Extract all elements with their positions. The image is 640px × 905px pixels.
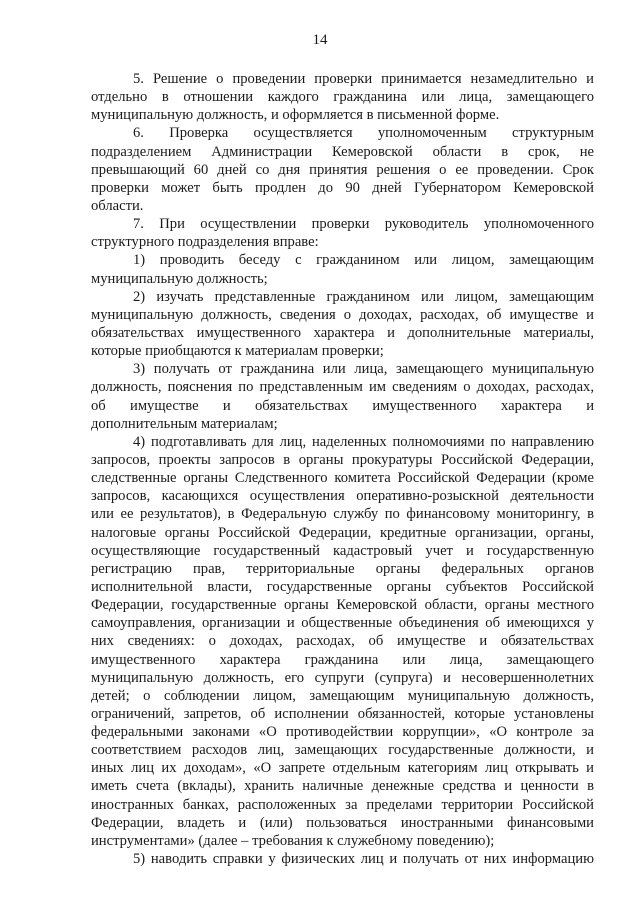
text-line: Федерации, владеть и (или) пользоваться иностранными финансовыми [91,814,594,831]
text-line: исполнительной власти, государственные органы субъектов Российской [91,578,594,595]
text-line: инструментами» (далее – требования к служебному поведению); [91,832,495,849]
text-line: детей; о соблюдении лицом, замещающим муниципальную должность, [91,687,594,704]
text-line: самоуправления, организации и общественные объединения об имеющихся у [91,615,594,632]
text-line: иметь счета (вклады), хранить наличные денежные средства и ценности в [91,778,594,795]
text-line: запросов, касающихся осуществления оперативно-розыскной деятельности [91,488,594,505]
text-line: области. [91,197,144,214]
text-line: следственные органы Следственного комитета Российской Федерации (кроме [91,470,594,487]
text-line: иностранных банках, расположенных за пределами территории Российской [91,796,594,813]
text-line: структурного подразделения вправе: [91,234,319,251]
text-line: федеральными законами «О противодействии коррупции», «О контроле за [91,724,594,741]
text-line: подразделением Администрации Кемеровской области в срок, не [91,143,594,160]
text-line: проверки может быть продлен до 90 дней Губернатором Кемеровской [91,179,594,196]
text-line: запросов, проекты запросов в органы прокуратуры Российской Федерации, [91,451,594,468]
text-line: превышающий 60 дней со дня принятия решения о ее проведении. Срок [91,161,594,178]
text-line: регистрацию прав, территориальные органы федеральных органов [91,560,594,577]
text-line: осуществляющие государственный кадастровый учет и государственную [91,542,594,559]
text-line: 2) изучать представленные гражданином или лицом, замещающим [133,288,594,305]
text-line: об имуществе и обязательствах имущественного характера и [91,397,594,414]
text-line: которые приобщаются к материалам проверки; [91,343,384,360]
text-line: или ее результатов), в Федеральную службу по финансовому мониторингу, в [91,506,594,523]
document-body [91,70,594,868]
text-line: обязательствах имущественного характера и дополнительные материалы, [91,324,594,341]
text-line: соответствием расходов лиц, замещающих государственные должности, и [91,742,594,759]
text-line: 3) получать от гражданина или лица, замещающего муниципальную [133,361,594,378]
text-line: налоговые органы Российской Федерации, кредитные организации, органы, [91,524,594,541]
text-line: дополнительным материалам; [91,415,278,432]
page-number: 14 [312,32,328,48]
text-line: 7. При осуществлении проверки руководитель уполномоченного [133,216,594,233]
text-line: 4) подготавливать для лиц, наделенных полномочиями по направлению [133,433,594,450]
text-line: муниципальную должность; [91,270,268,287]
text-line: имущественного характера гражданина или лица, замещающего [91,651,594,668]
text-line: отдельно в отношении каждого гражданина или лица, замещающего [91,89,594,106]
text-line: муниципальную должность, его супруги (супруга) и несовершеннолетних [91,669,594,686]
text-line: ограничений, запретов, об исполнении обязанностей, которые установлены [91,705,594,722]
text-line: 5. Решение о проведении проверки принимается незамедлительно и [133,71,594,87]
text-line: муниципальную должность, и оформляется в письменной форме. [91,107,500,124]
text-line: должность, пояснения по представленным им сведениям о доходах, расходах, [91,379,594,396]
text-line: муниципальную должность, сведения о доходах, расходах, об имуществе и [91,306,594,323]
text-line: 6. Проверка осуществляется уполномоченным структурным [133,125,594,142]
text-line: них сведениях: о доходах, расходах, об имуществе и обязательствах [91,633,594,650]
text-line: Федерации, государственные органы Кемеровской области, органы местного [91,597,594,614]
text-line: иных лиц их доходам», «О запрете отдельным категориям лиц открывать и [91,760,594,777]
text-line: 5) наводить справки у физических лиц и получать от них информацию [133,851,594,868]
text-line: 1) проводить беседу с гражданином или лицом, замещающим [133,252,594,269]
